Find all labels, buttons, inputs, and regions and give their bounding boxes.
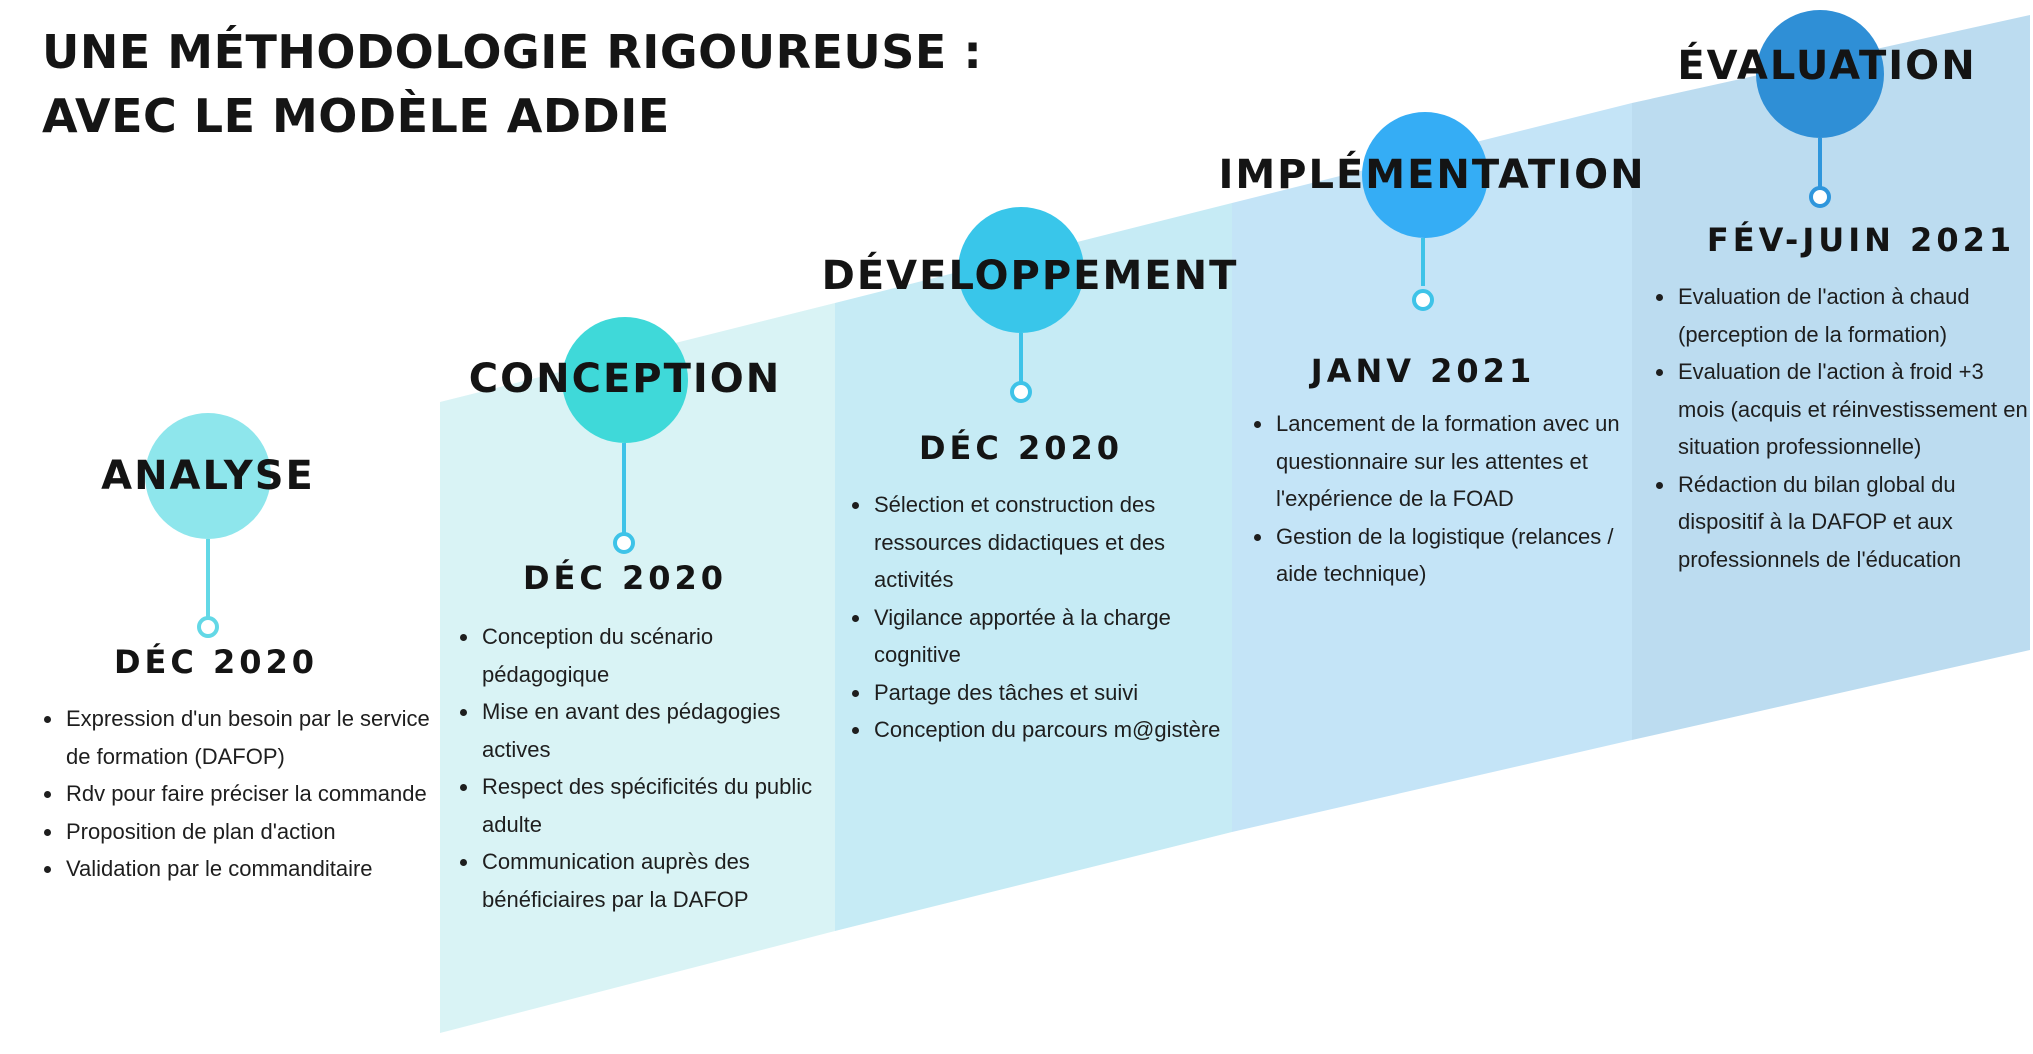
list-item: • Lancement de la formation avec un questionnaire sur les attentes et l'expérience de la FOAD [1274, 405, 1644, 518]
list-item: • Rdv pour faire préciser la commande [64, 775, 434, 813]
connector-dot [1010, 381, 1032, 403]
connector-line [1019, 333, 1023, 385]
phase-items [40, 700, 434, 888]
connector-dot [1412, 289, 1434, 311]
phase-items [456, 618, 840, 918]
list-item: • Evaluation de l'action à chaud (perception de la formation) [1676, 278, 2033, 353]
connector-dot [197, 616, 219, 638]
phase-name: DÉVELOPPEMENT [821, 253, 1239, 299]
list-item: • Communication auprès des bénéficiaires par la DAFOP [480, 843, 840, 918]
phase-date: FÉV-JUIN 2021 [1706, 221, 2016, 259]
phase-date: DÉC 2020 [918, 429, 1124, 467]
list-item: • Expression d'un besoin par le service de formation (DAFOP) [64, 700, 434, 775]
title-line-1: UNE MÉTHODOLOGIE RIGOUREUSE : [42, 25, 983, 79]
list-item: • Validation par le commanditaire [64, 850, 434, 888]
phase-items [1652, 278, 2033, 578]
phase-name: ÉVALUATION [1677, 43, 1977, 89]
connector-line [622, 443, 626, 543]
connector-dot [1809, 186, 1831, 208]
connector-line [206, 539, 210, 619]
list-item: • Sélection et construction des ressources didactiques et des activités [872, 486, 1242, 599]
list-item: • Conception du parcours m@gistère [872, 711, 1242, 749]
phase-date: DÉC 2020 [522, 559, 728, 597]
phase-items [848, 486, 1242, 749]
list-item: • Vigilance apportée à la charge cognitive [872, 599, 1242, 674]
list-item: • Conception du scénario pédagogique [480, 618, 840, 693]
list-item: • Rédaction du bilan global du dispositif à la DAFOP et aux professionnels de l'éducation [1676, 466, 2033, 579]
connector-dot [613, 532, 635, 554]
page-title [42, 20, 982, 148]
phase-date: JANV 2021 [1310, 352, 1536, 390]
title-line-2: AVEC LE MODÈLE ADDIE [42, 89, 670, 143]
phase-items [1250, 405, 1644, 593]
list-item: • Proposition de plan d'action [64, 813, 434, 851]
list-item: • Evaluation de l'action à froid +3 mois (acquis et réinvestissement en situation professionnelle) [1676, 353, 2033, 466]
connector-line [1818, 138, 1822, 188]
list-item: • Mise en avant des pédagogies actives [480, 693, 840, 768]
list-item: • Gestion de la logistique (relances / aide technique) [1274, 518, 1644, 593]
phase-date: DÉC 2020 [113, 643, 319, 681]
phase-name: IMPLÉMENTATION [1218, 152, 1646, 198]
list-item: • Partage des tâches et suivi [872, 674, 1242, 712]
list-item: • Respect des spécificités du public adulte [480, 768, 840, 843]
phase-name: ANALYSE [101, 453, 315, 499]
connector-line [1421, 238, 1425, 286]
phase-name: CONCEPTION [468, 356, 782, 402]
